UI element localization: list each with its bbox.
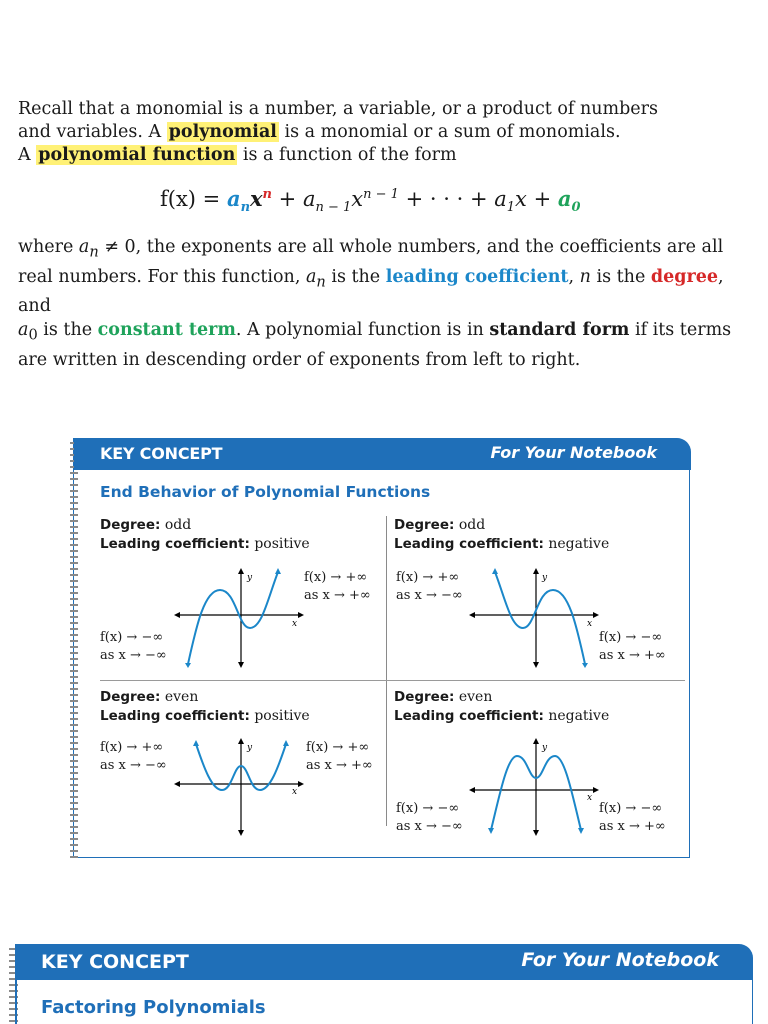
- intro-line-3-pre: A: [18, 145, 37, 165]
- svg-text:x: x: [292, 787, 298, 797]
- for-your-notebook-2: For Your Notebook: [521, 949, 719, 971]
- cell-4-right-behavior: f(x) → −∞ as x → +∞: [599, 801, 666, 834]
- cell-2-graph: [469, 568, 599, 668]
- svg-text:y: y: [542, 743, 548, 753]
- def-line-3: $a_0$ is the constant term. A polynomial function is in standard form if its terms: [18, 320, 732, 344]
- cell-1-left-behavior: f(x) → −∞ as x → −∞: [100, 630, 167, 663]
- intro-line-3: [18, 144, 753, 167]
- cell-3-left-behavior: f(x) → +∞ as x → −∞: [100, 740, 167, 773]
- formula-plus-1: +: [272, 187, 303, 211]
- cell-1-graph: [174, 568, 304, 668]
- definition-paragraph: [18, 235, 753, 372]
- term-leading-coefficient: leading coefficient: [385, 266, 569, 287]
- key-concept-title: KEY CONCEPT: [100, 444, 223, 463]
- intro-paragraph: [18, 98, 753, 167]
- key-concept-2-header: [15, 944, 753, 980]
- cell-3-labels: Degree: even Leading coefficient: positive: [100, 689, 310, 724]
- cell-2-labels: Degree: odd Leading coefficient: negative: [394, 517, 610, 552]
- divider-horizontal: [100, 680, 685, 681]
- term-constant-term: constant term: [97, 320, 236, 340]
- cell-4-labels: Degree: even Leading coefficient: negative: [394, 689, 610, 724]
- intro-line-2-pre: and variables. A: [18, 122, 167, 142]
- formula-x: x: [515, 187, 527, 211]
- def-line-2: real numbers. For this function, $a_n$ is the leading coefficient, n is the degree, and: [18, 266, 724, 316]
- cell-2-right-behavior: f(x) → −∞ as x → +∞: [599, 630, 666, 663]
- cell-4-left-behavior: f(x) → −∞ as x → −∞: [396, 801, 463, 834]
- intro-line-2: [18, 121, 753, 144]
- intro-line-1: Recall that a monomial is a number, a variable, or a product of numbers: [18, 99, 659, 119]
- polynomial-formula: [160, 186, 581, 215]
- cell-3-right-behavior: f(x) → +∞ as x → +∞: [306, 740, 373, 773]
- cell-4-graph: [469, 738, 599, 836]
- end-behavior-title: End Behavior of Polynomial Functions: [100, 483, 431, 501]
- formula-xn-1: $x^{n - 1}$: [351, 187, 399, 211]
- factoring-title: Factoring Polynomials: [41, 997, 266, 1018]
- cell-1-right-behavior: f(x) → +∞ as x → +∞: [304, 570, 371, 603]
- formula-a1: $a_1$: [494, 187, 516, 216]
- key-concept-2-left-border: [15, 980, 17, 1024]
- term-standard-form: standard form: [489, 320, 630, 340]
- term-polynomial: polynomial: [168, 122, 277, 142]
- svg-text:x: x: [587, 793, 593, 803]
- key-concept-2-title: KEY CONCEPT: [41, 951, 189, 973]
- key-concept-factoring: [15, 944, 753, 1024]
- cell-2-left-behavior: f(x) → +∞ as x → −∞: [396, 570, 463, 603]
- formula-plus-2: +: [526, 187, 558, 211]
- formula-xn: $x^n$: [250, 186, 272, 211]
- cell-3-graph: [174, 738, 304, 836]
- formula-dots: + · · · +: [398, 187, 495, 211]
- key-concept-header: [74, 438, 691, 470]
- def-line-1: where $a_n \ne 0$, the exponents are all whole numbers, and the coefficients are all: [18, 237, 724, 261]
- def-line-4: are written in descending order of exponents from left to right.: [18, 349, 581, 370]
- term-polynomial-function: polynomial function: [38, 145, 236, 165]
- intro-line-3-post: is a function of the form: [237, 145, 457, 165]
- notebook-spiral: [70, 442, 78, 858]
- key-concept-end-behavior: [73, 438, 690, 858]
- svg-text:y: y: [542, 573, 548, 583]
- formula-a0: $a_0$: [557, 186, 581, 216]
- formula-an: $a_n$: [226, 186, 251, 216]
- term-degree: degree: [650, 266, 718, 287]
- cell-1-labels: Degree: odd Leading coefficient: positive: [100, 517, 310, 552]
- svg-text:y: y: [247, 743, 253, 753]
- key-concept-2-right-border: [752, 964, 754, 1024]
- for-your-notebook: For Your Notebook: [490, 443, 657, 462]
- svg-text:x: x: [292, 619, 298, 629]
- formula-an-1: $a_{n - 1}$: [302, 187, 352, 216]
- divider-vertical: [386, 516, 387, 826]
- svg-text:x: x: [587, 619, 593, 629]
- intro-line-2-post: is a monomial or a sum of monomials.: [278, 122, 621, 142]
- formula-lhs: f(x) =: [160, 187, 227, 211]
- svg-text:y: y: [247, 573, 253, 583]
